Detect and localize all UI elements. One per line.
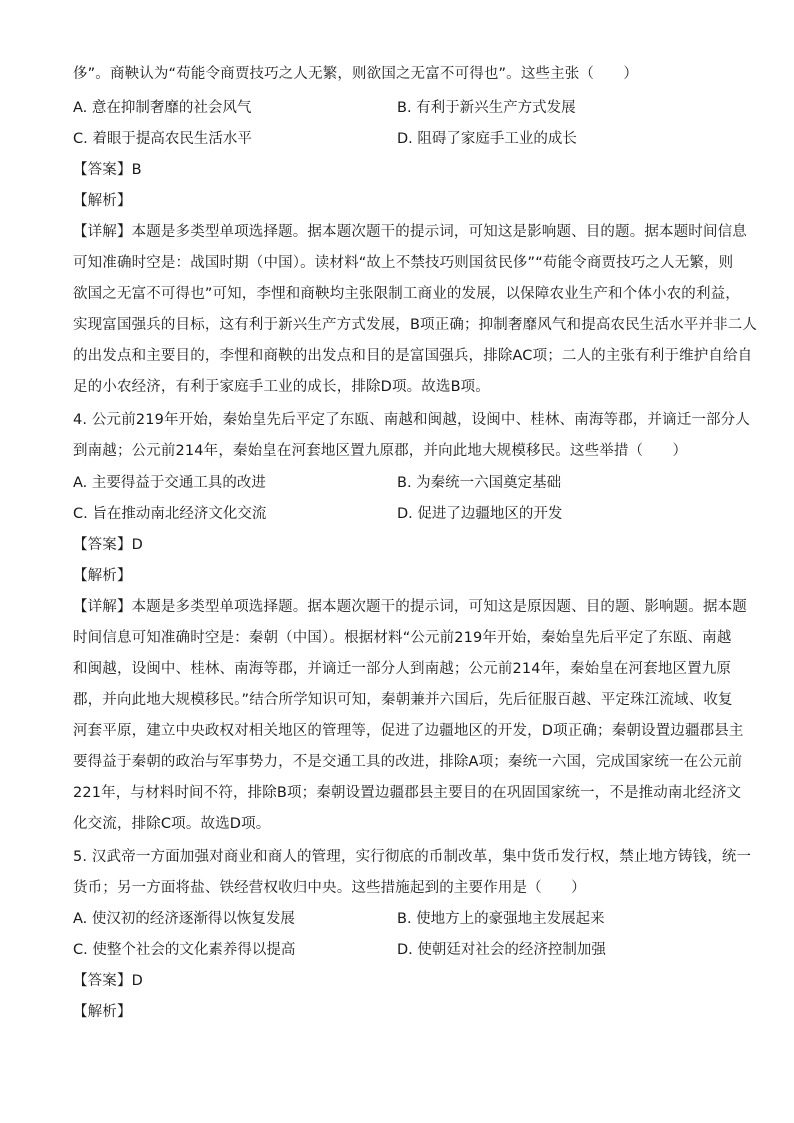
q5-option-d: D. 使朝廷对社会的经济控制加强: [397, 942, 606, 958]
q3-option-c: C. 着眼于提高农民生活水平: [73, 131, 252, 147]
q3-detail-line-2: 可知准确时空是：战国时期（中国）。读材料“故上不禁技巧则国贫民侈”“苟能令商贾技巧之人无繁，则: [73, 255, 734, 271]
q4-option-d: D. 促进了边疆地区的开发: [397, 506, 563, 522]
q4-detail-line-5: 河套平原，建立中央政权对相关地区的管理等，促进了边疆地区的开发，D项正确；秦朝设置边疆郡县主: [73, 723, 744, 739]
q4-detail-line-7: 221年，与材料时间不符，排除B项；秦朝设置边疆郡县主要目的在巩固国家统一，不是推动南北经济文: [73, 785, 742, 801]
q4-detail-line-6: 要得益于秦朝的政治与军事势力，不是交通工具的改进，排除A项；秦统一六国，完成国家统一在公元前: [73, 754, 743, 770]
q4-option-b: B. 为秦统一六国奠定基础: [397, 475, 562, 491]
q4-option-c: C. 旨在推动南北经济文化交流: [73, 506, 267, 522]
q3-detail-line-4: 实现富国强兵的目标，这有利于新兴生产方式发展，B项正确；抑制奢靡风气和提高农民生活水平并非二人: [73, 317, 757, 333]
q5-option-a: A. 使汉初的经济逐渐得以恢复发展: [73, 911, 295, 927]
q4-detail-line-4: 郡，并向此地大规模移民。”结合所学知识可知，秦朝兼并六国后，先后征服百越、平定珠江流域、收复: [73, 692, 733, 708]
q3-detail-line-3: 欲国之无富不可得也”可知，李悝和商鞅均主张限制工商业的发展，以保障农业生产和个体小农的利益，: [73, 286, 740, 302]
q4-analysis-label: 【解析】: [73, 568, 132, 584]
q3-option-d: D. 阻碍了家庭手工业的成长: [397, 131, 577, 147]
q4-detail-line-1: 【详解】本题是多类型单项选择题。据本题次题干的提示词，可知这是原因题、目的题、影响题。据本题: [73, 599, 747, 615]
q5-option-b: B. 使地方上的豪强地主发展起来: [397, 911, 605, 927]
q4-stem-line-1: 4. 公元前219年开始，秦始皇先后平定了东瓯、南越和闽越，设闽中、桂林、南海等郡，并谪迁一部分人: [73, 412, 750, 428]
q4-detail-line-8: 化交流，排除C项。故选D项。: [73, 816, 271, 832]
q3-option-a: A. 意在抑制奢靡的社会风气: [73, 100, 252, 116]
q3-stem-tail: 侈”。商鞅认为“苟能令商贾技巧之人无繁，则欲国之无富不可得也”。这些主张（ ）: [73, 66, 639, 82]
q3-answer: 【答案】B: [73, 162, 142, 178]
q4-option-a: A. 主要得益于交通工具的改进: [73, 475, 266, 491]
q4-stem-line-2: 到南越；公元前214年，秦始皇在河套地区置九原郡，并向此地大规模移民。这些举措（ ）: [73, 443, 688, 459]
q5-analysis-label: 【解析】: [73, 1004, 132, 1020]
q3-option-b: B. 有利于新兴生产方式发展: [397, 100, 576, 116]
q4-answer: 【答案】D: [73, 537, 143, 553]
q3-detail-line-5: 的出发点和主要目的，李悝和商鞅的出发点和目的是富国强兵，排除AC项；二人的主张有利于维护自给自: [73, 348, 753, 364]
q3-detail-line-6: 足的小农经济，有利于家庭手工业的成长，排除D项。故选B项。: [73, 379, 490, 395]
q3-analysis-label: 【解析】: [73, 193, 132, 209]
q5-option-c: C. 使整个社会的文化素养得以提高: [73, 942, 296, 958]
q3-detail-line-1: 【详解】本题是多类型单项选择题。据本题次题干的提示词，可知这是影响题、目的题。据本题时间信息: [73, 224, 747, 240]
q5-stem-line-1: 5. 汉武帝一方面加强对商业和商人的管理，实行彻底的币制改革，集中货币发行权，禁止地方铸钱，统一: [73, 849, 752, 865]
q4-detail-line-2: 时间信息可知准确时空是：秦朝（中国）。根据材料“公元前219年开始，秦始皇先后平定了东瓯、南越: [73, 630, 732, 646]
q5-answer: 【答案】D: [73, 973, 143, 989]
q4-detail-line-3: 和闽越，设闽中、桂林、南海等郡，并谪迁一部分人到南越；公元前214年，秦始皇在河套地区置九原: [73, 661, 732, 677]
q5-stem-line-2: 货币；另一方面将盐、铁经营权收归中央。这些措施起到的主要作用是（ ）: [73, 880, 586, 896]
